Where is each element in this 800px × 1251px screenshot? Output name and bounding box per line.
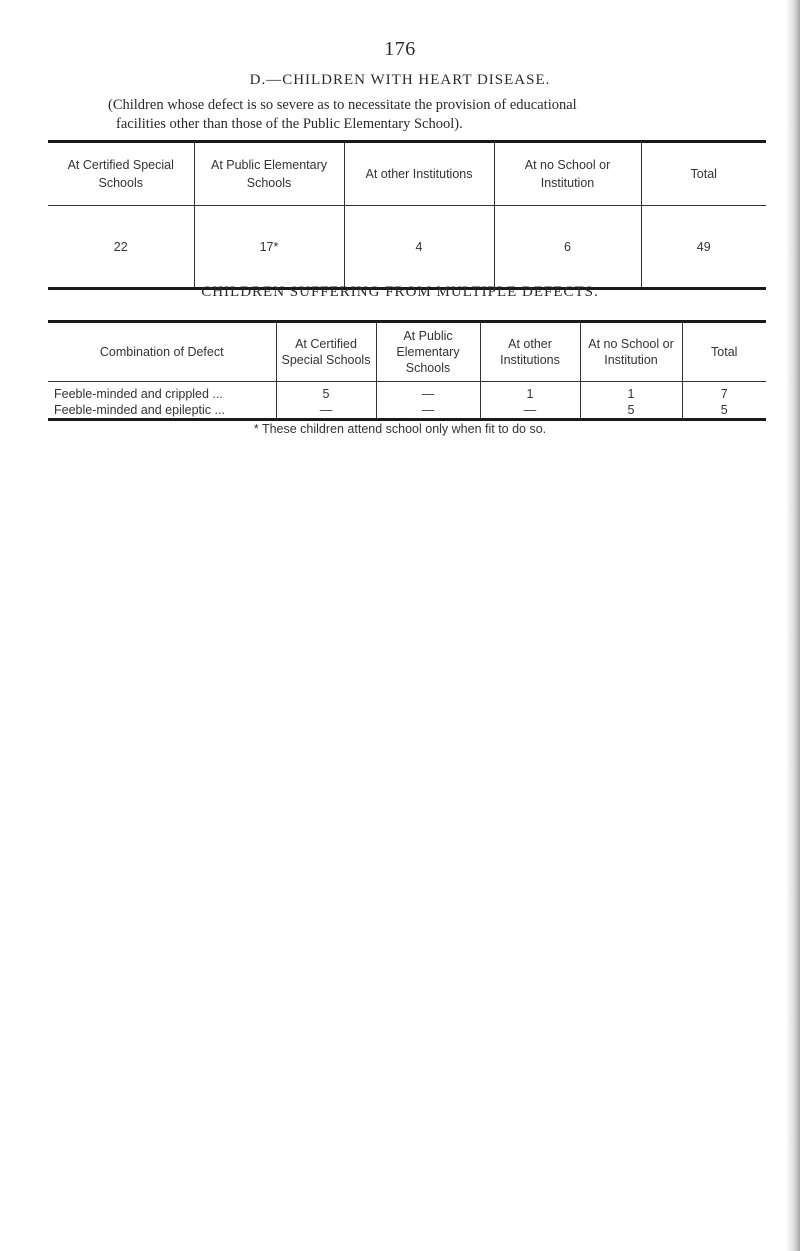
table-cell: 1 bbox=[480, 382, 580, 403]
column-header: Total bbox=[641, 142, 766, 206]
table-cell: 7 bbox=[682, 382, 766, 403]
page-number: 176 bbox=[384, 38, 416, 60]
scan-edge-shadow bbox=[786, 0, 800, 1251]
table-cell: — bbox=[376, 402, 480, 420]
table-cell: — bbox=[276, 402, 376, 420]
column-header: Combination of Defect bbox=[99, 345, 224, 359]
column-header: At Public Elementary Schools bbox=[194, 142, 344, 206]
table-cell: 6 bbox=[494, 206, 641, 289]
table-cell: 1 bbox=[580, 382, 682, 403]
intro-line-2: facilities other than those of the Public Elementary School). bbox=[116, 116, 463, 132]
table-header-row bbox=[48, 142, 766, 206]
heart-disease-table bbox=[48, 140, 766, 290]
table-row bbox=[48, 206, 766, 289]
column-header: At Certified Special Schools bbox=[276, 322, 376, 382]
section-heading-multiple-defects: CHILDREN SUFFERING FROM MULTIPLE DEFECTS. bbox=[201, 284, 599, 300]
column-header: At Public Elementary Schools bbox=[376, 322, 480, 382]
column-header: At no School or Institution bbox=[494, 142, 641, 206]
row-label: Feeble-minded and crippled ... bbox=[54, 387, 223, 401]
column-header: At other Institutions bbox=[480, 322, 580, 382]
table-cell: — bbox=[376, 382, 480, 403]
table-cell: 49 bbox=[641, 206, 766, 289]
table-cell: 4 bbox=[344, 206, 494, 289]
section-intro bbox=[108, 96, 748, 134]
table-cell: 22 bbox=[113, 239, 128, 254]
table-row bbox=[48, 402, 766, 420]
table-cell: 5 bbox=[580, 402, 682, 420]
table-cell: 17* bbox=[194, 206, 344, 289]
row-label: Feeble-minded and epileptic ... bbox=[54, 403, 225, 417]
table-cell: — bbox=[480, 402, 580, 420]
section-heading-heart-disease: D.—CHILDREN WITH HEART DISEASE. bbox=[249, 72, 551, 88]
table-cell: 5 bbox=[682, 402, 766, 420]
table-header-row bbox=[48, 322, 766, 382]
column-header: At no School or Institution bbox=[580, 322, 682, 382]
intro-line-1: (Children whose defect is so severe as to necessitate the provision of educational bbox=[108, 97, 577, 113]
footnote: * These children attend school only when fit to do so. bbox=[253, 422, 547, 436]
multiple-defects-table bbox=[48, 320, 766, 421]
column-header: Total bbox=[682, 322, 766, 382]
table-cell: 5 bbox=[276, 382, 376, 403]
column-header: At Certified Special Schools bbox=[67, 158, 174, 190]
column-header: At other Institutions bbox=[344, 142, 494, 206]
table-row bbox=[48, 382, 766, 403]
